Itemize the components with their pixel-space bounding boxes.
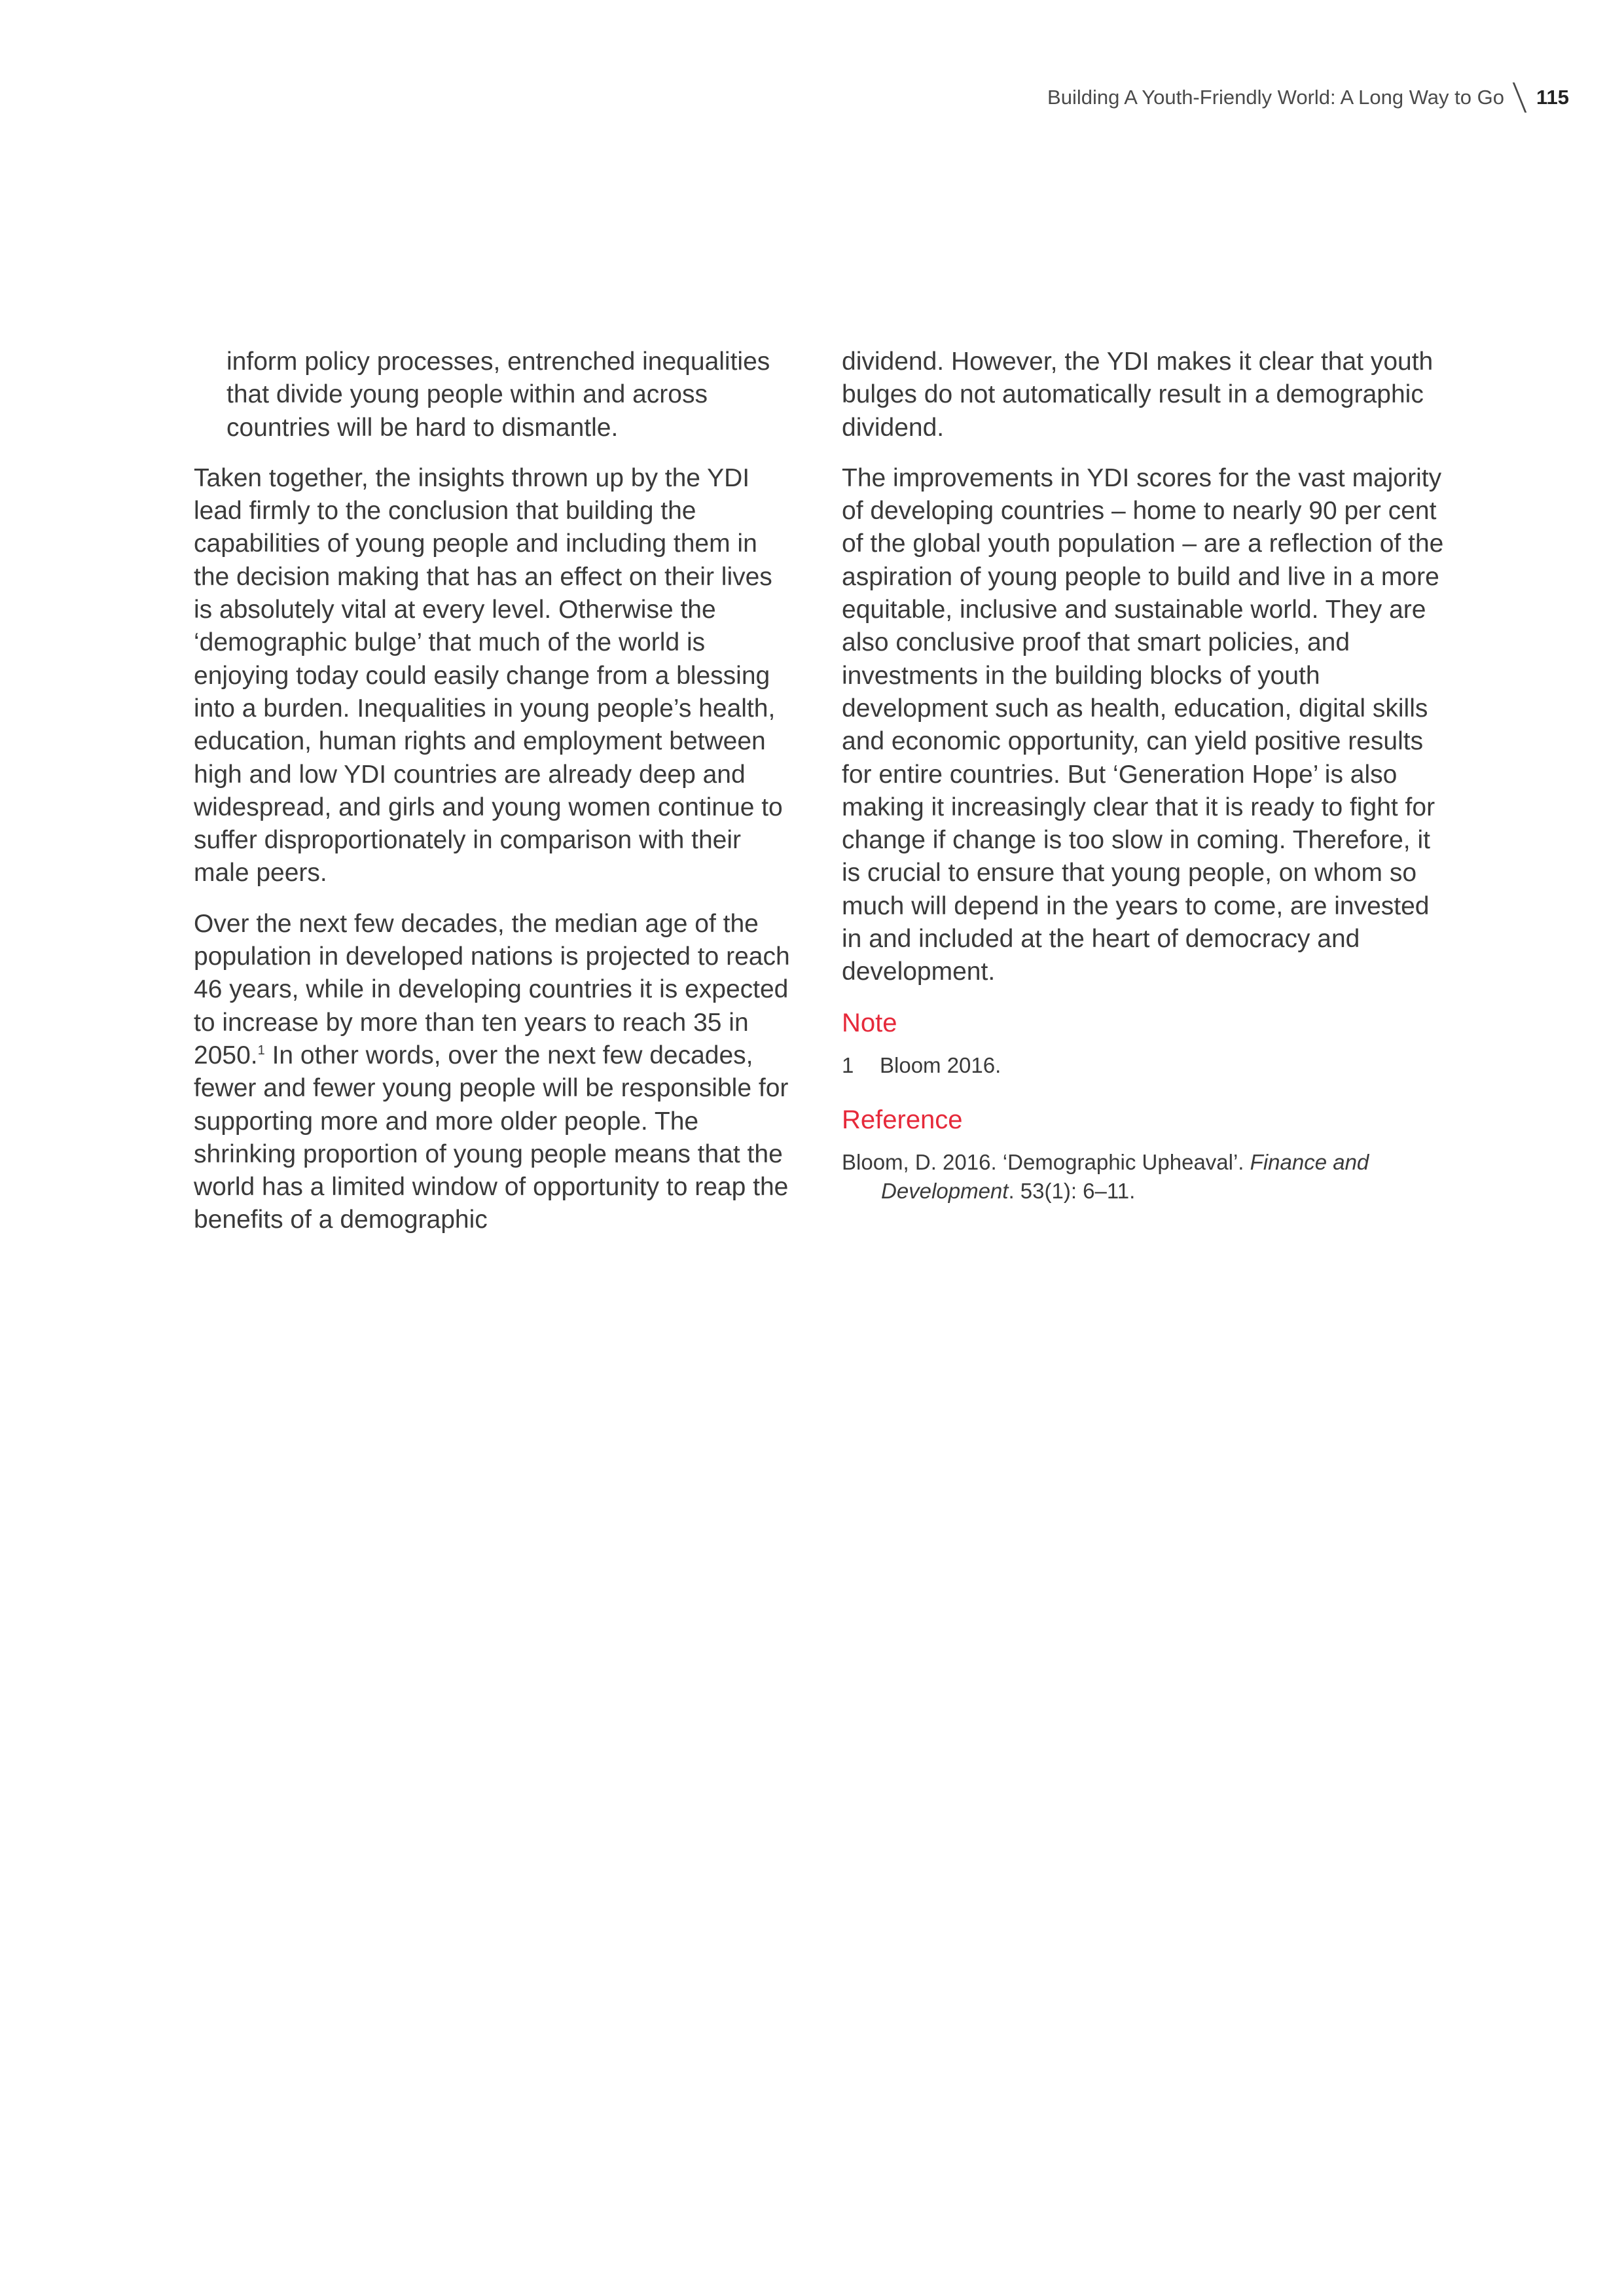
reference-heading: Reference (842, 1105, 963, 1134)
reference-details: . 53(1): 6–11. (1008, 1178, 1136, 1203)
running-title: Building A Youth-Friendly World: A Long Way to Go (1047, 86, 1504, 109)
paragraph-capabilities: Taken together, the insights thrown up by the YDI lead firmly to the conclusion that building the capabilities of young people and including them in the decision making that has an effect on their lives is absolutely vital at every level. Otherwise the ‘demographic bulge’ that much of the world is enjoying today could easily change from a blessing into a burden. Inequalities in young people’s health, education, human rights and employment between high and low YDI countries are already deep and widespread, and girls and young women continue to suffer disproportionately in comparison with their male peers. (194, 463, 783, 888)
continued-paragraph: dividend. However, the YDI makes it clear that youth bulges do not automatically result in a demographic dividend. (842, 348, 1434, 442)
header-divider (1513, 82, 1527, 113)
note-item (842, 1051, 1444, 1080)
continued-quote: inform policy processes, entrenched inequalities that divide young people within and across countries will be hard to dismantle. (226, 348, 770, 442)
note-heading: Note (842, 1008, 897, 1037)
right-column (842, 346, 1444, 1206)
left-column (194, 346, 791, 1255)
paragraph-median-age (194, 908, 791, 1237)
median-age-text-start: Over the next few decades, the median age of the population in developed nations is projected to reach 46 years, while in developing countries it is expected to increase by more than ten years to reach 35 in 2050. (194, 909, 790, 1069)
median-age-text-end: In other words, over the next few decades, fewer and fewer young people will be responsible for supporting more and more older people. The shrinking proportion of young people means that the world has a limited window of opportunity to reap the benefits of a demographic (194, 1041, 789, 1234)
reference-journal: Finance and Development (881, 1149, 1369, 1203)
footnote-marker[interactable]: 1 (257, 1043, 265, 1058)
reference-item (842, 1148, 1444, 1206)
paragraph-improvements: The improvements in YDI scores for the vast majority of developing countries – home to nearly 90 per cent of the global youth population – are a reflection of the aspiration of young people to build and live in a more equitable, inclusive and sustainable world. They are also conclusive proof that smart policies, and investments in the building blocks of youth development such as health, education, digital skills and economic opportunity, can yield positive results for entire countries. But ‘Generation Hope’ is also making it increasingly clear that it is ready to fight for change if change is too slow in coming. Therefore, it is crucial to ensure that young people, on whom so much will depend in the years to come, are invested in and included at the heart of democracy and development. (842, 463, 1444, 986)
note-number: 1 (842, 1052, 854, 1077)
page-number: 115 (1536, 86, 1569, 109)
reference-author-title: Bloom, D. 2016. ‘Demographic Upheaval’. (842, 1149, 1250, 1174)
note-text: Bloom 2016. (880, 1052, 1001, 1077)
running-header (1047, 82, 1569, 113)
